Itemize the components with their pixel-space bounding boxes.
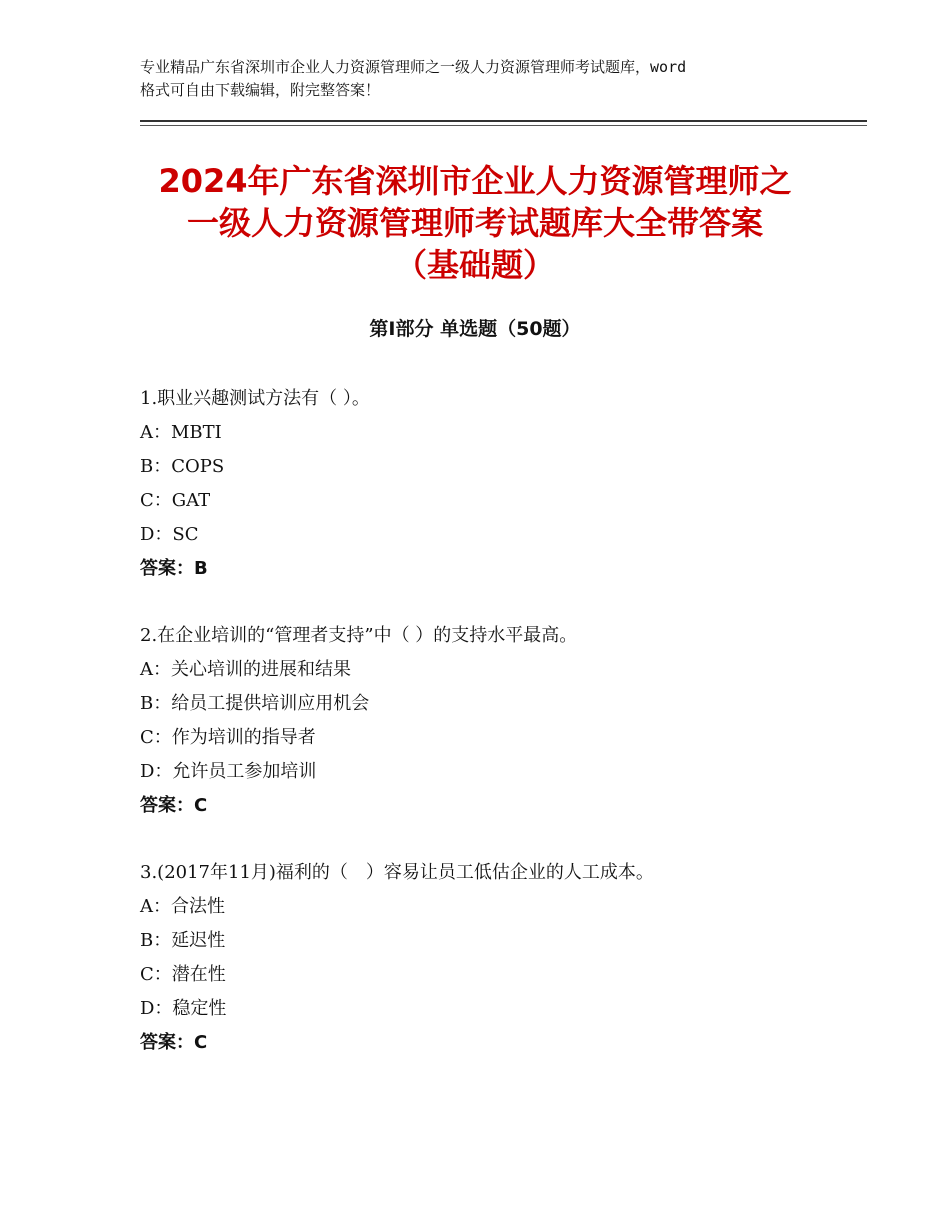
header-rule-thin (140, 125, 867, 126)
document-title-line-2: 一级人力资源管理师考试题库大全带答案 (186, 204, 763, 242)
option-b: B：给员工提供培训应用机会 (140, 693, 370, 714)
option-a: A：关心培训的进展和结果 (140, 659, 351, 680)
question-list (140, 382, 860, 1093)
answer-line: 答案：B (140, 558, 208, 579)
header-rule-thick (140, 120, 867, 122)
option-c: C：GAT (140, 490, 211, 511)
question-stem: 3.(2017年11月)福利的（ ）容易让员工低估企业的人工成本。 (140, 862, 654, 883)
option-a: A：合法性 (140, 896, 225, 917)
question-1 (140, 382, 860, 586)
header-note (140, 56, 830, 102)
question-stem: 1.职业兴趣测试方法有（ ）。 (140, 388, 370, 409)
option-c: C：潜在性 (140, 964, 226, 985)
option-b: B：COPS (140, 456, 225, 477)
section-heading: 第Ⅰ部分 单选题（50题） (369, 318, 581, 340)
option-c: C：作为培训的指导者 (140, 727, 316, 748)
question-2 (140, 619, 860, 823)
document-title (100, 160, 850, 286)
header-note-line-2: 格式可自由下载编辑，附完整答案！ (140, 81, 381, 99)
option-b: B：延迟性 (140, 930, 226, 951)
answer-line: 答案：C (140, 1032, 208, 1053)
document-title-line-3: （基础题） (394, 246, 555, 284)
option-a: A：MBTI (140, 422, 222, 443)
answer-line: 答案：C (140, 795, 208, 816)
header-note-line-1: 专业精品广东省深圳市企业人力资源管理师之一级人力资源管理师考试题库，word (140, 58, 687, 76)
option-d: D：允许员工参加培训 (140, 761, 317, 782)
document-title-line-1: 2024年广东省深圳市企业人力资源管理师之 (158, 162, 792, 200)
option-d: D：SC (140, 524, 199, 545)
question-3 (140, 856, 860, 1060)
option-d: D：稳定性 (140, 998, 227, 1019)
question-stem: 2.在企业培训的“管理者支持”中（ ）的支持水平最高。 (140, 625, 578, 646)
